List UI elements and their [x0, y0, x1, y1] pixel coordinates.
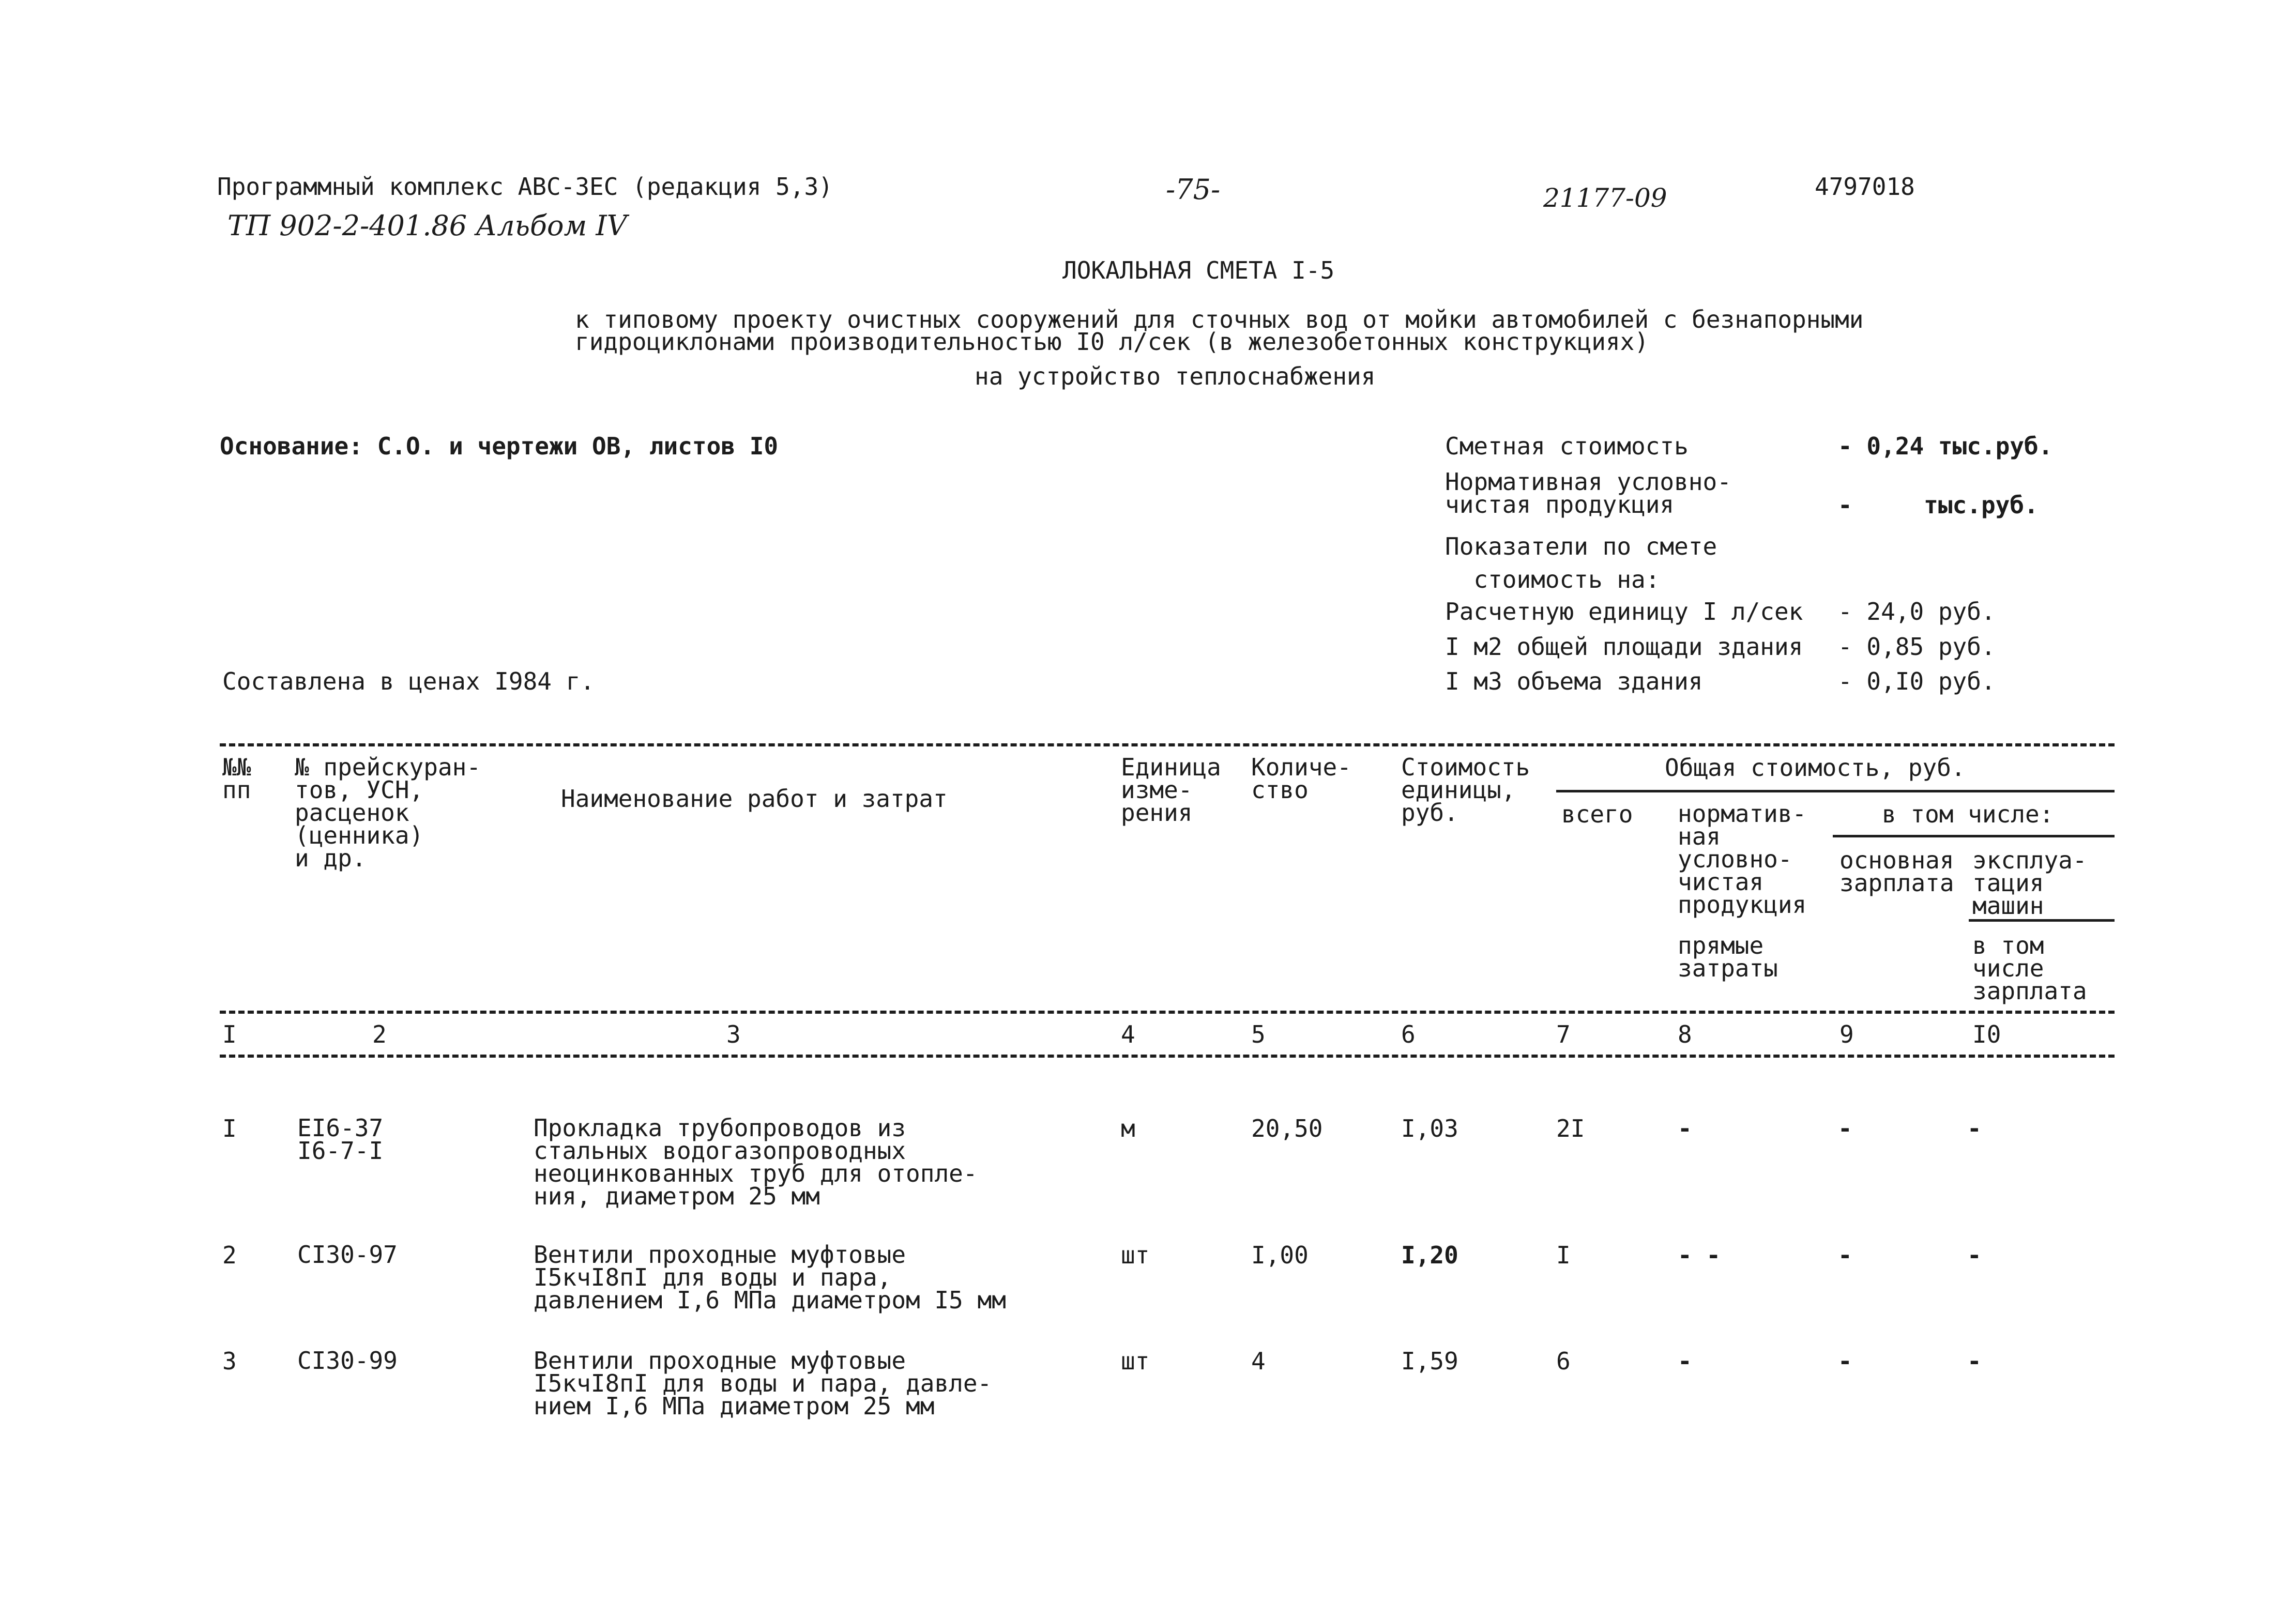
column-number-6: 6 [1401, 1020, 1416, 1048]
row-3-quantity: 4 [1251, 1347, 1266, 1375]
table-top-rule [220, 743, 2115, 746]
column-number-5: 5 [1251, 1020, 1266, 1048]
row-2-machines: - [1967, 1241, 1982, 1269]
header-total-cost-group: Общая стоимость, руб. [1665, 754, 1966, 782]
row-1-number: I [222, 1115, 237, 1142]
summary-value-net-product: - тыс.руб. [1838, 491, 2039, 519]
summary-value-per-m3: - 0,I0 руб. [1838, 667, 1996, 695]
row-1-unit: м [1121, 1115, 1135, 1142]
header-machines-salary: в том числе зарплата [1972, 932, 2087, 1005]
header-machines: эксплуа- тация машин [1972, 846, 2087, 920]
column-number-7: 7 [1556, 1020, 1571, 1048]
summary-label-per-unit: Расчетную единицу I л/сек [1445, 598, 1803, 625]
row-3-number: 3 [222, 1347, 237, 1375]
row-2-unit: шт [1121, 1241, 1150, 1269]
row-3-unit: шт [1121, 1347, 1150, 1375]
summary-value-per-unit: - 24,0 руб. [1838, 598, 1996, 625]
summary-label-cost: Сметная стоимость [1445, 432, 1689, 460]
row-3-total: 6 [1556, 1347, 1571, 1375]
row-1-name: Прокладка трубопроводов из стальных водогазопроводных неоцинкованных труб для отопле- ния, диаметром 25 мм [534, 1114, 978, 1210]
estimate-title: ЛОКАЛЬНАЯ СМЕТА I-5 [1062, 256, 1335, 284]
summary-label-per-m3: I м3 объема здания [1445, 667, 1703, 695]
header-bottom-rule [220, 1011, 2115, 1014]
document-number: 4797018 [1815, 173, 1915, 201]
column-number-8: 8 [1678, 1020, 1692, 1048]
column-numbers-rule [220, 1055, 2115, 1058]
row-1-unit-price: I,03 [1401, 1115, 1458, 1142]
in-that-rule [1833, 835, 2115, 837]
column-number-4: 4 [1121, 1020, 1135, 1048]
summary-label-indicators: Показатели по смете стоимость на: [1445, 532, 1717, 593]
header-net-product: норматив- ная условно- чистая продукция [1678, 800, 1807, 919]
header-base-salary: основная зарплата [1839, 846, 1954, 897]
row-2-number: 2 [222, 1241, 237, 1269]
header-row-number: №№ пп [222, 753, 251, 804]
program-header: Программный комплекс АВС-3ЕС (редакция 5,3) [217, 173, 833, 201]
header-direct-costs: прямые затраты [1678, 932, 1778, 982]
project-description-line-1: к типовому проекту очистных сооружений для сточных вод от мойки автомобилей с безнапорными [575, 306, 1864, 333]
project-description-line-2: гидроциклонами производительностью I0 л/сек (в железобетонных конструкциях) [575, 328, 1649, 356]
row-3-net-product: - [1678, 1347, 1692, 1375]
header-total: всего [1561, 800, 1633, 828]
summary-value-cost: - 0,24 тыс.руб. [1838, 432, 2053, 460]
handwritten-code: 21177-09 [1543, 183, 1667, 213]
summary-value-per-m2: - 0,85 руб. [1838, 633, 1996, 661]
row-2-salary: - [1838, 1241, 1852, 1269]
row-1-total: 2I [1556, 1115, 1585, 1142]
row-1-quantity: 20,50 [1251, 1115, 1323, 1142]
column-number-10: I0 [1972, 1020, 2001, 1048]
row-2-name: Вентили проходные муфтовые I5кчI8пI для воды и пара, давлением I,6 МПа диаметром I5 мм [534, 1241, 1006, 1314]
column-number-1: I [222, 1020, 237, 1048]
row-3-code: СI30-99 [297, 1347, 398, 1375]
header-quantity: Количе- ство [1251, 753, 1351, 804]
basis-foundation: Основание: С.О. и чертежи ОВ, листов I0 [220, 432, 779, 460]
row-2-net-product: - - [1678, 1241, 1721, 1269]
row-1-salary: - [1838, 1115, 1852, 1142]
row-2-quantity: I,00 [1251, 1241, 1309, 1269]
row-1-net-product: - [1678, 1115, 1692, 1142]
summary-label-per-m2: I м2 общей площади здания [1445, 633, 1803, 661]
header-price-list: № прейскуран- тов, УСН, расценок (ценника) и др. [295, 753, 481, 872]
row-3-name: Вентили проходные муфтовые I5кчI8пI для воды и пара, давле- нием I,6 МПа диаметром 25 мм [534, 1347, 992, 1420]
row-3-unit-price: I,59 [1401, 1347, 1458, 1375]
row-1-code: ЕI6-37 I6-7-I [297, 1114, 384, 1165]
project-purpose: на устройство теплоснабжения [975, 362, 1376, 390]
column-number-2: 2 [372, 1020, 387, 1048]
column-number-3: 3 [726, 1020, 741, 1048]
header-in-that: в том числе: [1882, 800, 2054, 828]
page-number: -75- [1166, 173, 1221, 206]
price-level: Составлена в ценах I984 г. [222, 667, 595, 695]
header-unit-cost: Стоимость единицы, руб. [1401, 753, 1530, 827]
row-1-machines: - [1967, 1115, 1982, 1142]
row-2-total: I [1556, 1241, 1571, 1269]
total-group-rule [1556, 790, 2115, 792]
header-unit: Единица изме- рения [1121, 753, 1221, 827]
row-2-code: СI30-97 [297, 1241, 398, 1269]
header-work-name: Наименование работ и затрат [561, 785, 948, 813]
row-2-unit-price: I,20 [1401, 1241, 1458, 1269]
summary-label-net-product: Нормативная условно- чистая продукция [1445, 468, 1731, 518]
row-3-machines: - [1967, 1347, 1982, 1375]
row-3-salary: - [1838, 1347, 1852, 1375]
column-number-9: 9 [1839, 1020, 1854, 1048]
handwritten-reference: ТП 902-2-401.86 Альбом IV [227, 209, 627, 242]
